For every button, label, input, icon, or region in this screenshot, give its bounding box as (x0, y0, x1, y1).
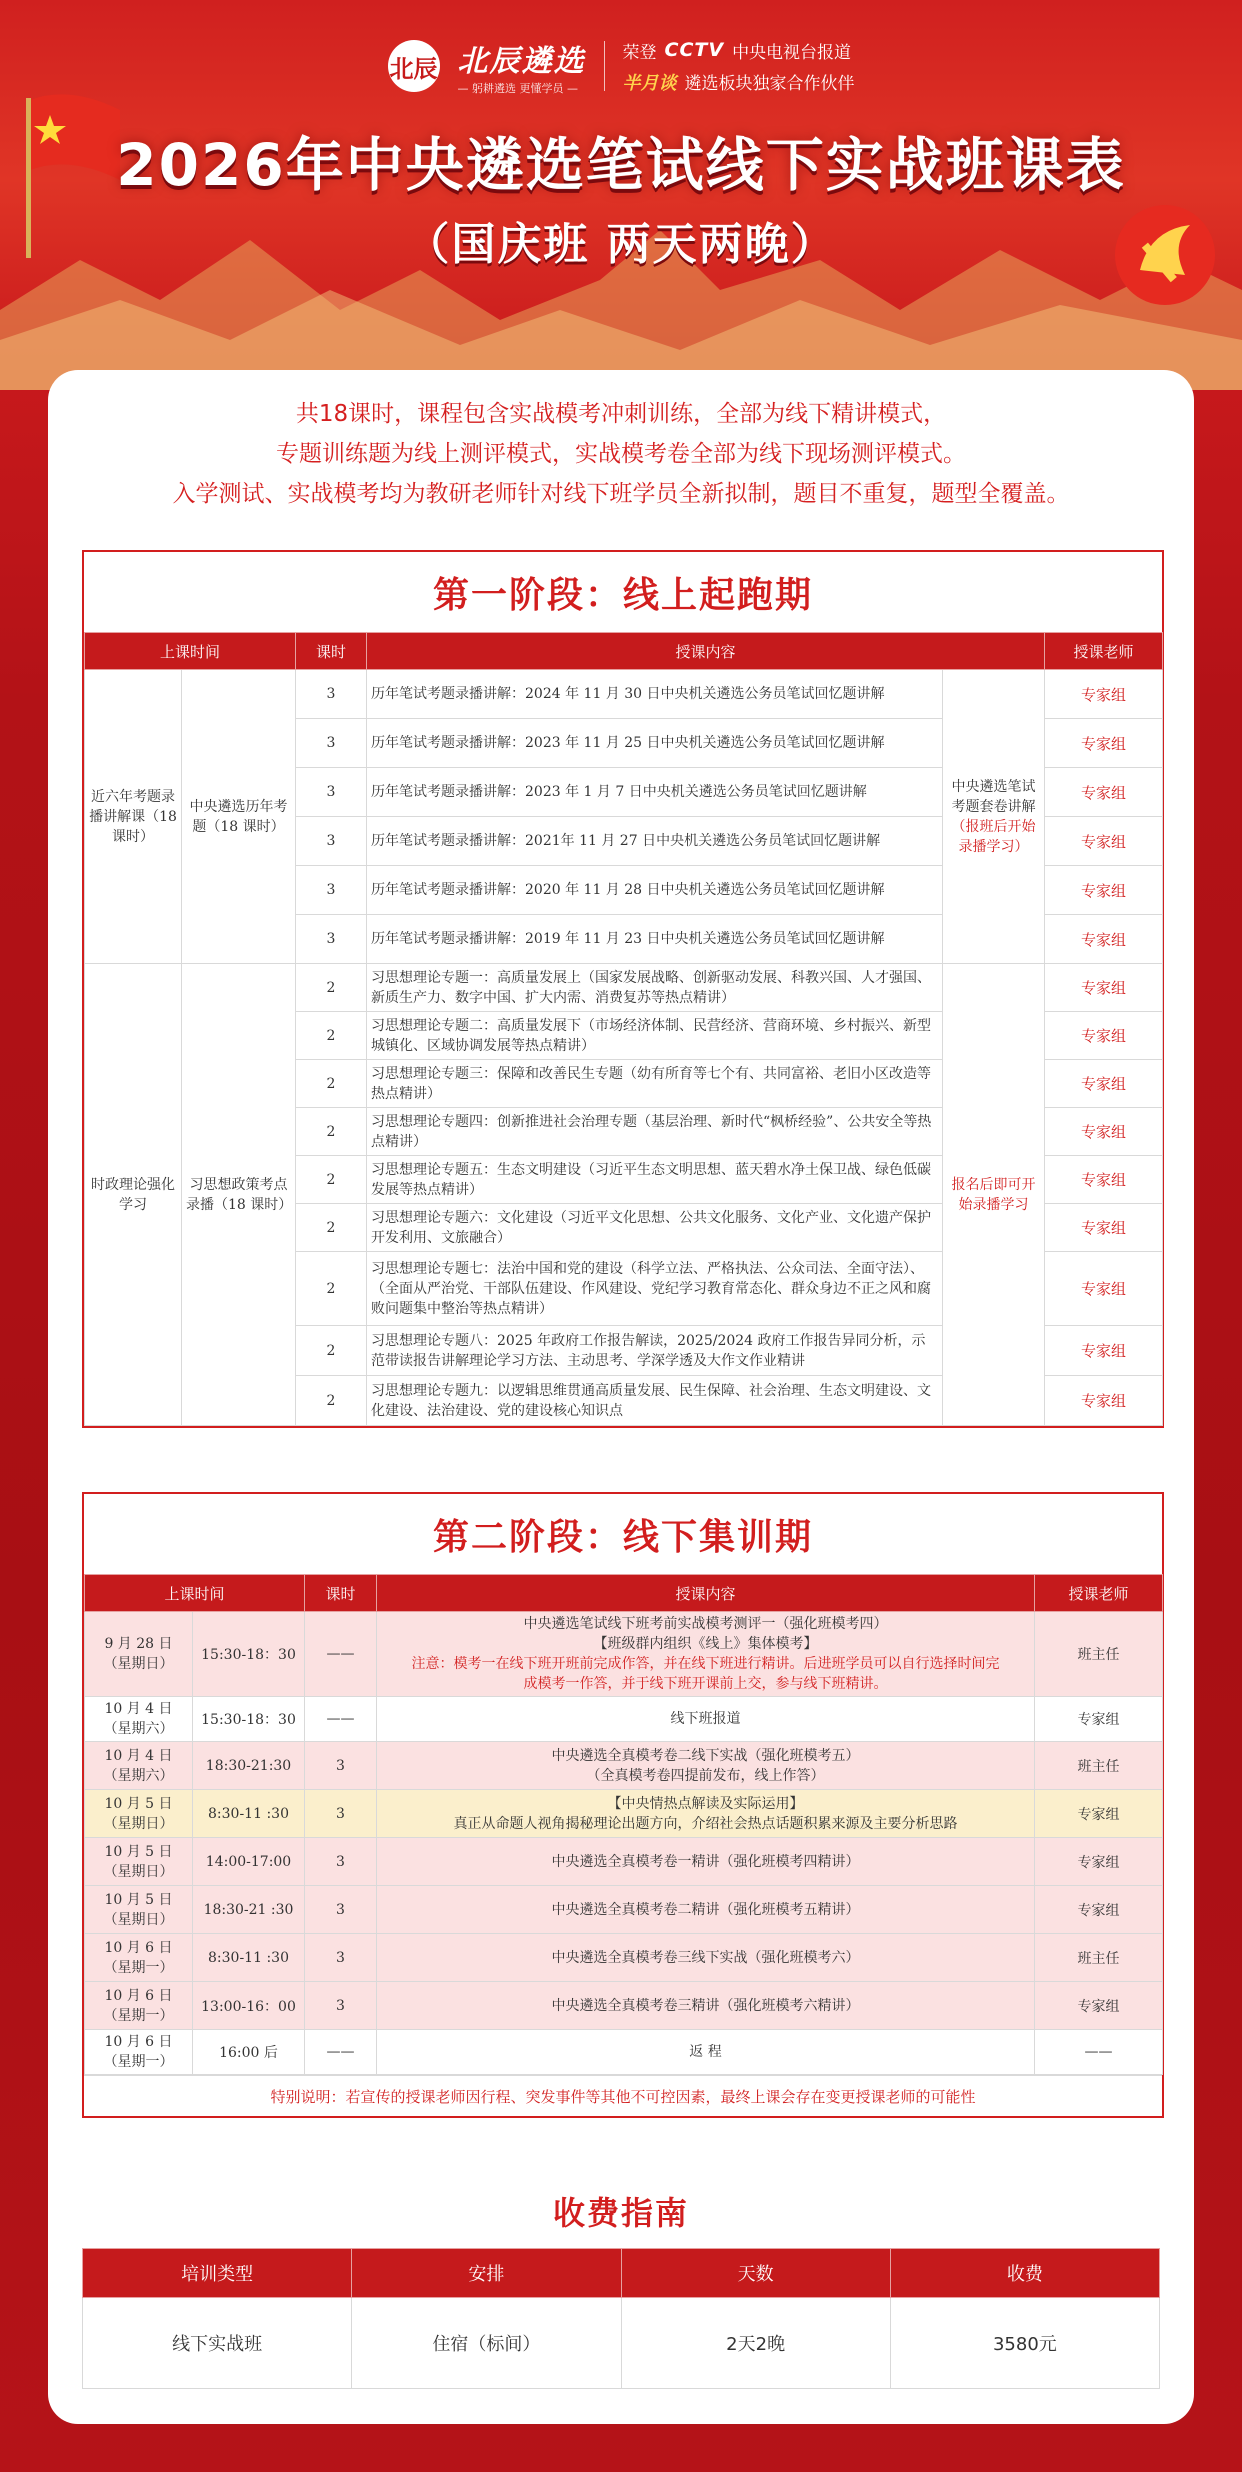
content-line: 中央遴选全真模考卷三线下实战（强化班模考六） (551, 1949, 860, 1966)
teacher-cell: 专家组 (1045, 817, 1163, 866)
content-line: 中央遴选笔试线下班考前实战模考测评一（强化班模考四） (523, 1616, 888, 1632)
content-line: （全真模考卷四提前发布，线上作答） (586, 1767, 825, 1784)
content-line: 返 程 (689, 2044, 722, 2060)
content-card (48, 370, 1194, 2424)
teacher-cell: 专家组 (1045, 1326, 1163, 1376)
table-row (85, 1934, 1163, 1982)
cctv-text: 中央电视台报道 (732, 42, 852, 63)
group-a-side (943, 670, 1045, 964)
content-line: 中央遴选全真模考卷二精讲（强化班模考五精讲） (551, 1901, 860, 1918)
teacher-cell: 专家组 (1045, 1108, 1163, 1156)
fee-title: 收费指南 (552, 2194, 689, 2232)
col-header-hours: 课时 (296, 633, 367, 670)
table-header-row (85, 633, 1163, 670)
intro-line: 共18课时，课程包含实战模考冲刺训练，全部为线下精讲模式， (295, 401, 947, 427)
group-a-side-note: （报班后开始录播学习） (951, 818, 1036, 855)
table-row (85, 2030, 1163, 2075)
col-header-time: 上课时间 (85, 633, 296, 670)
hours-cell: 2 (296, 1060, 367, 1108)
honor-bystd (623, 69, 855, 95)
logo-emblem-icon: 北辰 (388, 40, 440, 92)
hours-cell: 2 (296, 1012, 367, 1060)
content-cell (377, 2030, 1035, 2075)
hours-cell: 3 (305, 1790, 377, 1838)
date-cell (85, 1886, 193, 1934)
table-header-row (85, 1575, 1163, 1612)
hours-cell: 3 (305, 1934, 377, 1982)
hours-cell: 2 (296, 1156, 367, 1204)
hours-cell: 2 (296, 1108, 367, 1156)
table-row (85, 1886, 1163, 1934)
teacher-cell: 专家组 (1045, 1156, 1163, 1204)
hours-cell: 3 (296, 915, 367, 964)
date-text: 10 月 6 日 (104, 1939, 173, 1956)
col-header-teacher: 授课老师 (1035, 1575, 1163, 1612)
logo-row (0, 36, 1242, 96)
teacher-cell: 专家组 (1045, 719, 1163, 768)
col-header-content: 授课内容 (377, 1575, 1035, 1612)
weekday-text: （星期六） (103, 1767, 174, 1784)
content-cell: 历年笔试考题录播讲解：2019 年 11 月 23 日中央机关遴选公务员笔试回忆题讲解 (367, 915, 943, 964)
hours-cell: 3 (296, 768, 367, 817)
date-text: 10 月 5 日 (104, 1795, 173, 1812)
cctv-logo-icon: CCTV (664, 39, 725, 61)
time-cell: 13:00-16：00 (193, 1982, 305, 2030)
content-cell (377, 1886, 1035, 1934)
content-cell (377, 1697, 1035, 1742)
page-subtitle: （国庆班 两天两晚） (405, 219, 837, 270)
fee-header-type: 培训类型 (83, 2249, 352, 2298)
hours-cell: 3 (296, 866, 367, 915)
weekday-text: （星期日） (103, 1863, 174, 1880)
teacher-cell: 班主任 (1035, 1742, 1163, 1790)
content-cell: 历年笔试考题录播讲解：2020 年 11 月 28 日中央机关遴选公务员笔试回忆题讲解 (367, 866, 943, 915)
bystd-text: 遴选板块独家合作伙伴 (684, 74, 855, 94)
stage2-body (85, 1612, 1163, 2075)
date-cell (85, 1612, 193, 1697)
hours-cell: 2 (296, 1326, 367, 1376)
special-note: 特别说明：若宣传的授课老师因行程、突发事件等其他不可控因素，最终上课会存在变更授课老师的可能性 (84, 2075, 1162, 2116)
honor-prefix: 荣登 (622, 42, 657, 63)
content-cell: 习思想理论专题三：保障和改善民生专题（幼有所育等七个有、共同富裕、老旧小区改造等热点精讲） (367, 1060, 943, 1108)
content-cell: 习思想理论专题八：2025 年政府工作报告解读，2025/2024 政府工作报告异同分析，示范带读报告讲解理论学习方法、主动思考、学深学透及大作文作业精讲 (367, 1326, 943, 1376)
teacher-cell: 专家组 (1035, 1886, 1163, 1934)
table-row (85, 1838, 1163, 1886)
honor-cctv (623, 38, 855, 63)
teacher-cell: 专家组 (1045, 670, 1163, 719)
group-b-side: 报名后即可开始录播学习 (943, 964, 1045, 1426)
hours-cell: 3 (305, 1886, 377, 1934)
fee-header-days: 天数 (621, 2249, 890, 2298)
page-title: 2026年中央遴选笔试线下实战班课表 (116, 131, 1126, 199)
content-note: 注意：模考一在线下班开班前完成作答，并在线下班进行精讲。后进班学员可以自行选择时间完成模考一作答，并于线下班开课前上交，参与线下班精讲。 (411, 1656, 1000, 1692)
fee-header-row (83, 2249, 1160, 2298)
weekday-text: （星期一） (103, 2054, 174, 2070)
teacher-cell: 专家组 (1045, 1376, 1163, 1426)
fee-row (83, 2298, 1160, 2389)
group-a-label: 近六年考题录播讲解课（18课时） (85, 670, 182, 964)
stage2-title: 第二阶段：线下集训期 (432, 1515, 813, 1558)
hours-cell: 3 (305, 1742, 377, 1790)
content-cell: 习思想理论专题二：高质量发展下（市场经济体制、民营经济、营商环境、乡村振兴、新型城镇化、区域协调发展等热点精讲） (367, 1012, 943, 1060)
stage2-section (82, 1492, 1164, 2118)
teacher-cell: 专家组 (1045, 915, 1163, 964)
teacher-cell: 专家组 (1045, 964, 1163, 1012)
content-cell (377, 1742, 1035, 1790)
weekday-text: （星期一） (103, 2007, 174, 2024)
content-cell (377, 1790, 1035, 1838)
table-row (85, 1612, 1163, 1697)
content-line: 线下班报道 (670, 1711, 741, 1727)
logo-name: 北辰遴选 (457, 44, 586, 79)
hours-cell: 3 (296, 719, 367, 768)
teacher-cell: 专家组 (1045, 1012, 1163, 1060)
intro-text (48, 394, 1194, 514)
group-b-sub: 习思想政策考点录播（18 课时） (182, 964, 296, 1426)
table-row (85, 1742, 1163, 1790)
weekday-text: （星期六） (103, 1721, 174, 1737)
fee-header-arrangement: 安排 (352, 2249, 621, 2298)
fee-days: 2天2晚 (621, 2298, 890, 2389)
time-cell: 8:30-11 :30 (193, 1790, 305, 1838)
content-cell: 习思想理论专题一：高质量发展上（国家发展战略、创新驱动发展、科教兴国、人才强国、新质生产力、数字中国、扩大内需、消费复苏等热点精讲） (367, 964, 943, 1012)
weekday-text: （星期一） (103, 1959, 174, 1976)
time-cell: 8:30-11 :30 (193, 1934, 305, 1982)
content-cell (377, 1982, 1035, 2030)
teacher-cell: —— (1035, 2030, 1163, 2075)
intro-line: 专题训练题为线上测评模式，实战模考卷全部为线下现场测评模式。 (276, 441, 966, 467)
time-cell: 15:30-18：30 (193, 1612, 305, 1697)
content-line: 【班级群内组织《线上》集体模考】 (593, 1636, 818, 1652)
content-cell: 习思想理论专题五：生态文明建设（习近平生态文明思想、蓝天碧水净土保卫战、绿色低碳发展等热点精讲） (367, 1156, 943, 1204)
col-header-teacher: 授课老师 (1045, 633, 1163, 670)
date-cell (85, 1697, 193, 1742)
teacher-cell: 班主任 (1035, 1612, 1163, 1697)
stage1-title: 第一阶段：线上起跑期 (432, 573, 813, 616)
header (0, 0, 1242, 370)
col-header-time: 上课时间 (85, 1575, 305, 1612)
hours-cell: 2 (296, 1252, 367, 1326)
date-text: 10 月 4 日 (104, 1747, 173, 1764)
teacher-cell: 专家组 (1045, 866, 1163, 915)
fee-table (82, 2248, 1160, 2389)
hours-cell: 2 (296, 1376, 367, 1426)
honor-block (623, 38, 855, 95)
teacher-cell: 班主任 (1035, 1934, 1163, 1982)
hours-cell: —— (305, 1612, 377, 1697)
content-cell: 习思想理论专题四：创新推进社会治理专题（基层治理、新时代“枫桥经验”、公共安全等热点精讲） (367, 1108, 943, 1156)
time-cell: 16:00 后 (193, 2030, 305, 2075)
date-cell (85, 1934, 193, 1982)
hours-cell: 3 (305, 1838, 377, 1886)
date-text: 10 月 6 日 (104, 2034, 173, 2050)
time-cell: 14:00-17:00 (193, 1838, 305, 1886)
date-text: 10 月 4 日 (104, 1701, 173, 1717)
date-cell (85, 2030, 193, 2075)
date-cell (85, 1982, 193, 2030)
content-cell: 历年笔试考题录播讲解：2023 年 1 月 7 日中央机关遴选公务员笔试回忆题讲解 (367, 768, 943, 817)
weekday-text: （星期日） (103, 1911, 174, 1928)
time-cell: 18:30-21 :30 (193, 1886, 305, 1934)
stage2-table (84, 1574, 1163, 2075)
date-cell (85, 1742, 193, 1790)
hours-cell: —— (305, 1697, 377, 1742)
hours-cell: 3 (296, 670, 367, 719)
stage1-table (84, 632, 1163, 1426)
group-b-label: 时政理论强化学习 (85, 964, 182, 1426)
weekday-text: （星期日） (103, 1815, 174, 1832)
teacher-cell: 专家组 (1035, 1982, 1163, 2030)
content-cell (377, 1838, 1035, 1886)
content-cell: 历年笔试考题录播讲解：2024 年 11 月 30 日中央机关遴选公务员笔试回忆题讲解 (367, 670, 943, 719)
group-a-sub: 中央遴选历年考题（18 课时） (182, 670, 296, 964)
table-row (85, 670, 1163, 719)
content-cell (377, 1612, 1035, 1697)
date-text: 10 月 5 日 (104, 1891, 173, 1908)
col-header-hours: 课时 (305, 1575, 377, 1612)
table-row (85, 1697, 1163, 1742)
logo-slogan: — 躬耕遴选 更懂学员 — (457, 82, 578, 95)
date-text: 10 月 5 日 (104, 1843, 173, 1860)
header-divider (604, 41, 605, 91)
table-row (85, 1790, 1163, 1838)
teacher-cell: 专家组 (1035, 1838, 1163, 1886)
content-cell: 习思想理论专题九：以逻辑思维贯通高质量发展、民生保障、社会治理、生态文明建设、文化建设、法治建设、党的建设核心知识点 (367, 1376, 943, 1426)
content-line: 中央遴选全真模考卷三精讲（强化班模考六精讲） (551, 1997, 860, 2014)
hours-cell: 3 (296, 817, 367, 866)
time-cell: 18:30-21:30 (193, 1742, 305, 1790)
teacher-cell: 专家组 (1035, 1790, 1163, 1838)
teacher-cell: 专家组 (1045, 1252, 1163, 1326)
content-line: 中央遴选全真模考卷一精讲（强化班模考四精讲） (551, 1853, 860, 1870)
date-cell (85, 1838, 193, 1886)
table-row (85, 964, 1163, 1012)
hours-cell: 3 (305, 1982, 377, 2030)
teacher-cell: 专家组 (1045, 1204, 1163, 1252)
teacher-cell: 专家组 (1045, 1060, 1163, 1108)
logo-text (458, 36, 586, 96)
fee-price: 3580元 (890, 2298, 1159, 2389)
content-cell: 历年笔试考题录播讲解：2021年 11 月 27 日中央机关遴选公务员笔试回忆题讲解 (367, 817, 943, 866)
hours-cell: 2 (296, 1204, 367, 1252)
content-line: 【中央情热点解读及实际运用】 (607, 1795, 804, 1812)
teacher-cell: 专家组 (1045, 768, 1163, 817)
fee-arrangement: 住宿（标间） (352, 2298, 621, 2389)
content-cell: 习思想理论专题六：文化建设（习近平文化思想、公共文化服务、文化产业、文化遗产保护开发利用、文旅融合） (367, 1204, 943, 1252)
date-text: 9 月 28 日 (104, 1636, 173, 1652)
intro-line: 入学测试、实战模考均为教研老师针对线下班学员全新拟制，题目不重复，题型全覆盖。 (172, 481, 1070, 507)
stage1-section (82, 550, 1164, 1428)
fee-type: 线下实战班 (83, 2298, 352, 2389)
group-a-side-text: 中央遴选笔试考题套卷讲解 (951, 778, 1036, 815)
table-row (85, 1982, 1163, 2030)
date-text: 10 月 6 日 (104, 1987, 173, 2004)
hours-cell: 2 (296, 964, 367, 1012)
col-header-content: 授课内容 (367, 633, 1045, 670)
fee-header-price: 收费 (890, 2249, 1159, 2298)
content-cell (377, 1934, 1035, 1982)
content-cell: 习思想理论专题七：法治中国和党的建设（科学立法、严格执法、公众司法、全面守法）、（全面从严治党、干部队伍建设、作风建设、党纪学习教育常态化、群众身边不正之风和腐败问题集中整治等热点精讲） (367, 1252, 943, 1326)
content-line: 中央遴选全真模考卷二线下实战（强化班模考五） (551, 1747, 860, 1764)
date-cell (85, 1790, 193, 1838)
teacher-cell: 专家组 (1035, 1697, 1163, 1742)
content-cell: 历年笔试考题录播讲解：2023 年 11 月 25 日中央机关遴选公务员笔试回忆题讲解 (367, 719, 943, 768)
content-line: 真正从命题人视角揭秘理论出题方向，介绍社会热点话题积累来源及主要分析思路 (453, 1815, 958, 1832)
hours-cell: —— (305, 2030, 377, 2075)
bystd-logo-icon: 半月谈 (622, 72, 677, 94)
time-cell: 15:30-18：30 (193, 1697, 305, 1742)
weekday-text: （星期日） (103, 1656, 174, 1672)
